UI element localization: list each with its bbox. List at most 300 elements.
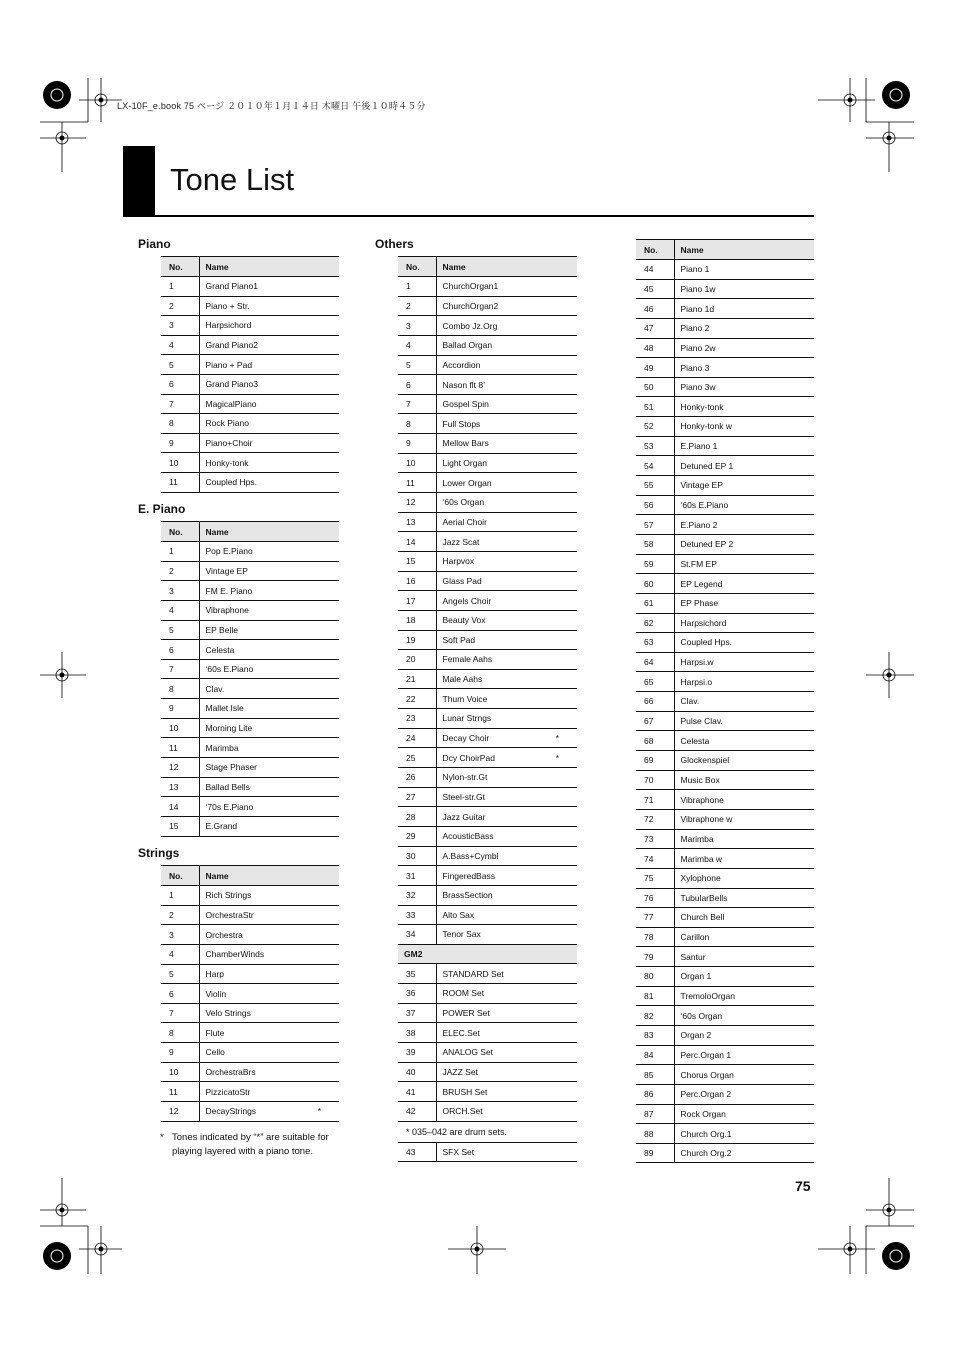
- tone-number: 86: [636, 1084, 674, 1104]
- table-row: [398, 1042, 577, 1062]
- tone-name: Vibraphone: [205, 605, 249, 616]
- tone-number: 84: [636, 1045, 674, 1065]
- table-row: [161, 777, 339, 797]
- tone-name-cell: [199, 296, 339, 316]
- tone-number: 39: [398, 1042, 436, 1062]
- tone-number: 5: [161, 355, 199, 375]
- tone-name: Santur: [680, 951, 706, 962]
- table-row: [636, 554, 814, 574]
- col-header-name: Name: [436, 257, 577, 277]
- tone-name-cell: [674, 495, 814, 515]
- tone-number: 8: [398, 414, 436, 434]
- tone-name-cell: [199, 1003, 339, 1023]
- tone-number: 70: [636, 770, 674, 790]
- footnote-mark: *: [160, 1132, 164, 1143]
- table-row: [398, 984, 577, 1004]
- col-header-name: Name: [199, 522, 339, 542]
- tone-name: Perc.Organ 2: [680, 1089, 732, 1100]
- tone-name-cell: [436, 709, 577, 729]
- print-header: LX-10F_e.book 75 ページ ２０１０年１月１４日 木曜日 午後１０時４５分: [117, 101, 426, 111]
- table-row: [636, 574, 814, 594]
- table-row: [398, 866, 577, 886]
- tone-name-cell: [674, 338, 814, 358]
- tone-number: 11: [161, 738, 199, 758]
- tone-name-cell: [436, 728, 577, 748]
- tone-name-cell: [199, 542, 339, 562]
- table-row: [636, 338, 814, 358]
- table-row: [398, 493, 577, 513]
- col-header-name: Name: [199, 257, 339, 277]
- tone-name: Harpsi.w: [680, 657, 714, 668]
- table-row: [636, 633, 814, 653]
- tone-name: Morning Lite: [205, 723, 253, 734]
- tone-name-cell: [436, 885, 577, 905]
- tone-number: 51: [636, 397, 674, 417]
- table-row: [398, 728, 577, 748]
- tone-number: 5: [398, 355, 436, 375]
- table-row: [161, 718, 339, 738]
- table-row: [636, 986, 814, 1006]
- table-row: [636, 436, 814, 456]
- tone-name-cell: [674, 967, 814, 987]
- tone-number: 85: [636, 1065, 674, 1085]
- tone-name: Velo Strings: [205, 1008, 251, 1019]
- footnote-text: Tones indicated by “*” are suitable for playing layered with a piano tone.: [172, 1132, 329, 1157]
- tone-name-cell: [436, 630, 577, 650]
- table-row: [161, 600, 339, 620]
- tone-name-cell: [674, 260, 814, 280]
- tone-name-cell: [436, 316, 577, 336]
- page-title: Tone List: [170, 162, 295, 197]
- tone-name-cell: [199, 394, 339, 414]
- tone-name-cell: [436, 551, 577, 571]
- tone-name: ChurchOrgan1: [442, 281, 499, 292]
- tone-number: 7: [161, 394, 199, 414]
- table-row: [636, 397, 814, 417]
- tone-name: TubularBells: [680, 892, 728, 903]
- table-row: [398, 885, 577, 905]
- tone-name-cell: [199, 816, 339, 836]
- tone-name-cell: [436, 1003, 577, 1023]
- table-row: [161, 561, 339, 581]
- tone-name: MagicalPiano: [205, 398, 257, 409]
- tone-name: Harpsichord: [205, 320, 252, 331]
- tone-number: 1: [161, 277, 199, 297]
- table-row: [161, 374, 339, 394]
- table-row: [161, 738, 339, 758]
- tone-number: 13: [398, 512, 436, 532]
- tone-name: Church Org.1: [680, 1128, 732, 1139]
- table-row: [161, 335, 339, 355]
- tone-name: Vintage EP: [205, 565, 248, 576]
- tone-name: TremoloOrgan: [680, 991, 735, 1002]
- tone-number: 24: [398, 728, 436, 748]
- tone-name: Mellow Bars: [442, 438, 489, 449]
- tone-name: Lunar Strngs: [442, 713, 492, 724]
- tone-name-cell: [674, 554, 814, 574]
- tone-name: Piano + Str.: [205, 300, 250, 311]
- tone-name: EP Legend: [680, 578, 723, 589]
- table-row: [161, 964, 339, 984]
- table-row: [161, 414, 339, 434]
- col-header-no: No.: [161, 866, 199, 886]
- tone-name: EP Belle: [205, 624, 238, 635]
- tone-name-cell: [436, 1101, 577, 1121]
- table-row: [161, 1023, 339, 1043]
- table-row: [398, 512, 577, 532]
- tone-number: 18: [398, 610, 436, 630]
- tone-name-cell: [436, 787, 577, 807]
- tone-name: Celesta: [205, 644, 235, 655]
- table-row: [161, 679, 339, 699]
- tone-name-cell: [199, 1102, 339, 1122]
- tone-number: 1: [398, 277, 436, 297]
- table-row: [398, 925, 577, 945]
- tone-name-cell: [674, 1084, 814, 1104]
- title-rule: [123, 215, 814, 217]
- tone-name: Church Bell: [680, 912, 725, 923]
- table-row: [398, 669, 577, 689]
- table-row: [636, 495, 814, 515]
- tone-name: Decay Choir: [442, 733, 490, 744]
- table-row: [161, 542, 339, 562]
- table-row: [636, 613, 814, 633]
- table-row: [636, 1124, 814, 1144]
- gm2-subheader: GM2: [398, 944, 577, 964]
- tone-number: 2: [161, 905, 199, 925]
- tone-name: Light Organ: [442, 458, 487, 469]
- table-row: [636, 927, 814, 947]
- tone-name: Alto Sax: [442, 909, 475, 920]
- table-row: [161, 355, 339, 375]
- tone-name: ROOM Set: [442, 988, 485, 999]
- table-row: [636, 515, 814, 535]
- strings-table: [161, 865, 339, 1122]
- layer-suitable-mark: *: [555, 752, 559, 763]
- tone-number: 6: [398, 375, 436, 395]
- tone-number: 15: [398, 551, 436, 571]
- table-row: [636, 652, 814, 672]
- tone-name-cell: [436, 571, 577, 591]
- tone-name: Marimba: [680, 833, 714, 844]
- tone-name: Piano 2w: [680, 342, 716, 353]
- table-row: [636, 299, 814, 319]
- tone-name: POWER Set: [442, 1007, 490, 1018]
- tone-number: 63: [636, 633, 674, 653]
- tone-name: Orchestra: [205, 929, 243, 940]
- tone-number: 2: [161, 561, 199, 581]
- tone-number: 3: [161, 925, 199, 945]
- tone-number: 11: [161, 472, 199, 492]
- table-row: [161, 620, 339, 640]
- tone-number: 46: [636, 299, 674, 319]
- tone-name: Piano 1: [680, 264, 710, 275]
- tone-name-cell: [674, 633, 814, 653]
- tone-number: 73: [636, 829, 674, 849]
- tone-number: 12: [161, 758, 199, 778]
- tone-number: 2: [398, 296, 436, 316]
- table-row: [161, 925, 339, 945]
- tone-number: 49: [636, 358, 674, 378]
- tone-name-cell: [674, 908, 814, 928]
- col-header-name: Name: [674, 240, 814, 260]
- tone-name: Organ 2: [680, 1030, 712, 1041]
- tone-name-cell: [436, 925, 577, 945]
- tone-name-cell: [436, 984, 577, 1004]
- tone-number: 68: [636, 731, 674, 751]
- tone-name: AcousticBass: [442, 831, 494, 842]
- tone-number: 38: [398, 1023, 436, 1043]
- tone-name-cell: [436, 453, 577, 473]
- tone-number: 50: [636, 377, 674, 397]
- table-row: [398, 610, 577, 630]
- tone-name: Harp: [205, 968, 224, 979]
- tone-name-cell: [199, 277, 339, 297]
- tone-number: 8: [161, 414, 199, 434]
- tone-name: Celesta: [680, 735, 710, 746]
- table-row: [398, 1142, 577, 1162]
- tone-number: 45: [636, 279, 674, 299]
- section-title-piano: Piano: [138, 237, 171, 251]
- tone-name: Thum Voice: [442, 693, 488, 704]
- tone-number: 67: [636, 711, 674, 731]
- tone-name: Xylophone: [680, 873, 721, 884]
- tone-name: Carillon: [680, 932, 710, 943]
- table-row: [636, 534, 814, 554]
- tone-number: 12: [398, 493, 436, 513]
- tone-name: Honky-tonk w: [680, 421, 732, 432]
- table-row: [636, 476, 814, 496]
- tone-name-cell: [199, 414, 339, 434]
- tone-number: 9: [161, 433, 199, 453]
- tone-name-cell: [674, 711, 814, 731]
- tone-name-cell: [199, 699, 339, 719]
- tone-name: ELEC.Set: [442, 1027, 480, 1038]
- tone-name-cell: [436, 1023, 577, 1043]
- table-row: [636, 593, 814, 613]
- tone-name: FM E. Piano: [205, 585, 253, 596]
- tone-number: 20: [398, 650, 436, 670]
- table-row: [161, 758, 339, 778]
- tone-number: 40: [398, 1062, 436, 1082]
- tone-number: 53: [636, 436, 674, 456]
- tone-name-cell: [436, 650, 577, 670]
- table-row: [161, 472, 339, 492]
- tone-name-cell: [436, 1062, 577, 1082]
- col-header-no: No.: [161, 522, 199, 542]
- table-row: [398, 375, 577, 395]
- table-row: [636, 770, 814, 790]
- tone-name: Flute: [205, 1027, 225, 1038]
- tone-name: Music Box: [680, 774, 720, 785]
- tone-name-cell: [674, 1104, 814, 1124]
- tone-number: 7: [161, 1003, 199, 1023]
- tone-number: 83: [636, 1025, 674, 1045]
- tone-name-cell: [199, 640, 339, 660]
- tone-name-cell: [199, 335, 339, 355]
- tone-name-cell: [199, 659, 339, 679]
- tone-name: Honky-tonk: [680, 401, 724, 412]
- tone-name-cell: [199, 944, 339, 964]
- tone-name-cell: [674, 672, 814, 692]
- tone-name-cell: [199, 433, 339, 453]
- tone-name: Chorus Organ: [680, 1069, 734, 1080]
- tone-name-cell: [436, 394, 577, 414]
- tone-name: JAZZ Set: [442, 1066, 478, 1077]
- table-row: [398, 826, 577, 846]
- table-row: [398, 650, 577, 670]
- tone-name-cell: [674, 1143, 814, 1163]
- tone-number: 15: [161, 816, 199, 836]
- tone-name: E.Piano 2: [680, 519, 718, 530]
- tone-name: Organ 1: [680, 971, 712, 982]
- tone-name-cell: [199, 1023, 339, 1043]
- tone-name: ‘60s Organ: [442, 497, 485, 508]
- tone-number: 16: [398, 571, 436, 591]
- tone-number: 37: [398, 1003, 436, 1023]
- tone-number: 57: [636, 515, 674, 535]
- tone-name-cell: [674, 377, 814, 397]
- tone-name: ‘60s E.Piano: [680, 500, 729, 510]
- tone-number: 12: [161, 1102, 199, 1122]
- tone-name-cell: [674, 534, 814, 554]
- tone-number: 72: [636, 809, 674, 829]
- table-row: [636, 1006, 814, 1026]
- table-row: [636, 417, 814, 437]
- table-row: [398, 748, 577, 768]
- epiano-table: [161, 521, 339, 837]
- tone-name-cell: [674, 751, 814, 771]
- tone-name: Vibraphone: [680, 794, 724, 805]
- table-row: [161, 1003, 339, 1023]
- tone-name-cell: [674, 986, 814, 1006]
- tone-name-cell: [436, 512, 577, 532]
- tone-number: 69: [636, 751, 674, 771]
- table-row: [398, 453, 577, 473]
- table-row: [398, 1082, 577, 1102]
- tone-number: 6: [161, 984, 199, 1004]
- tone-name: Piano 1d: [680, 303, 715, 314]
- tone-number: 21: [398, 669, 436, 689]
- tone-name: Harpsi.o: [680, 676, 713, 687]
- table-row: [161, 699, 339, 719]
- tone-number: 78: [636, 927, 674, 947]
- table-row: [636, 672, 814, 692]
- tone-number: 1: [161, 886, 199, 906]
- tone-number: 58: [636, 534, 674, 554]
- tone-name-cell: [199, 581, 339, 601]
- tone-name-cell: [199, 758, 339, 778]
- tone-name-cell: [199, 355, 339, 375]
- tone-number: 19: [398, 630, 436, 650]
- footnote: [160, 1131, 340, 1159]
- tone-name: Grand Piano1: [205, 281, 258, 292]
- tone-name-cell: [199, 886, 339, 906]
- table-row: [161, 984, 339, 1004]
- table-row: [398, 1003, 577, 1023]
- others-table: [398, 256, 577, 1162]
- tone-number: 9: [161, 699, 199, 719]
- table-row: [398, 846, 577, 866]
- table-row: [636, 260, 814, 280]
- table-row: [636, 1143, 814, 1163]
- tone-name: Piano 3w: [680, 382, 716, 393]
- table-row: [161, 659, 339, 679]
- piano-table: [161, 256, 339, 493]
- tone-name: Aerial Choir: [442, 517, 487, 527]
- tone-number: 42: [398, 1101, 436, 1121]
- tone-name: Violin: [205, 988, 227, 999]
- table-row: [398, 473, 577, 493]
- tone-number: 44: [636, 260, 674, 280]
- table-row: [636, 751, 814, 771]
- tone-name: E.Piano 1: [680, 441, 718, 452]
- tone-name: Clav.: [680, 696, 700, 707]
- section-title-strings: Strings: [138, 846, 180, 860]
- tone-number: 61: [636, 593, 674, 613]
- tone-number: 89: [636, 1143, 674, 1163]
- tone-name-cell: [199, 777, 339, 797]
- tone-name: Piano 1w: [680, 283, 716, 294]
- tone-number: 80: [636, 967, 674, 987]
- tone-name: Glockenspiel: [680, 755, 730, 766]
- tone-number: 11: [398, 473, 436, 493]
- tone-name: Vibraphone w: [680, 814, 733, 825]
- tone-number: 4: [161, 600, 199, 620]
- tone-name-cell: [199, 1082, 339, 1102]
- tone-name: Coupled Hps.: [680, 637, 733, 648]
- tone-number: 13: [161, 777, 199, 797]
- layer-suitable-mark: *: [555, 733, 559, 744]
- tone-name: STANDARD Set: [442, 968, 504, 979]
- table-row: [161, 797, 339, 817]
- tone-name: Full Stops: [442, 418, 481, 429]
- tone-number: 5: [161, 964, 199, 984]
- drum-note: * 035–042 are drum sets.: [398, 1121, 577, 1142]
- tone-number: 4: [161, 944, 199, 964]
- tone-name-cell: [436, 807, 577, 827]
- tone-name: FingeredBass: [442, 870, 495, 881]
- tone-number: 9: [161, 1043, 199, 1063]
- tone-name: Nylon-str.Gt: [442, 772, 488, 783]
- tone-name: Male Aahs: [442, 674, 483, 685]
- tone-name: Detuned EP 2: [680, 539, 734, 550]
- table-row: [398, 551, 577, 571]
- tone-number: 52: [636, 417, 674, 437]
- table-row: [398, 316, 577, 336]
- table-row: [398, 1101, 577, 1121]
- tone-name: Pop E.Piano: [205, 546, 253, 557]
- tone-name: Pulse Clav.: [680, 716, 723, 727]
- tone-name: Angels Choir: [442, 595, 492, 606]
- table-row: [161, 316, 339, 336]
- table-row: [161, 1102, 339, 1122]
- tone-number: 25: [398, 748, 436, 768]
- tone-name: Detuned EP 1: [680, 460, 734, 471]
- tone-number: 6: [161, 374, 199, 394]
- tone-number: 82: [636, 1006, 674, 1026]
- tone-name-cell: [436, 493, 577, 513]
- tone-number: 22: [398, 689, 436, 709]
- tone-name-cell: [199, 453, 339, 473]
- table-row: [161, 905, 339, 925]
- tone-number: 88: [636, 1124, 674, 1144]
- tone-name: ‘60s Organ: [680, 1010, 723, 1021]
- tone-number: 23: [398, 709, 436, 729]
- tone-number: 43: [398, 1142, 436, 1162]
- tone-name: DecayStrings: [205, 1106, 257, 1117]
- tone-name: Accordion: [442, 359, 481, 370]
